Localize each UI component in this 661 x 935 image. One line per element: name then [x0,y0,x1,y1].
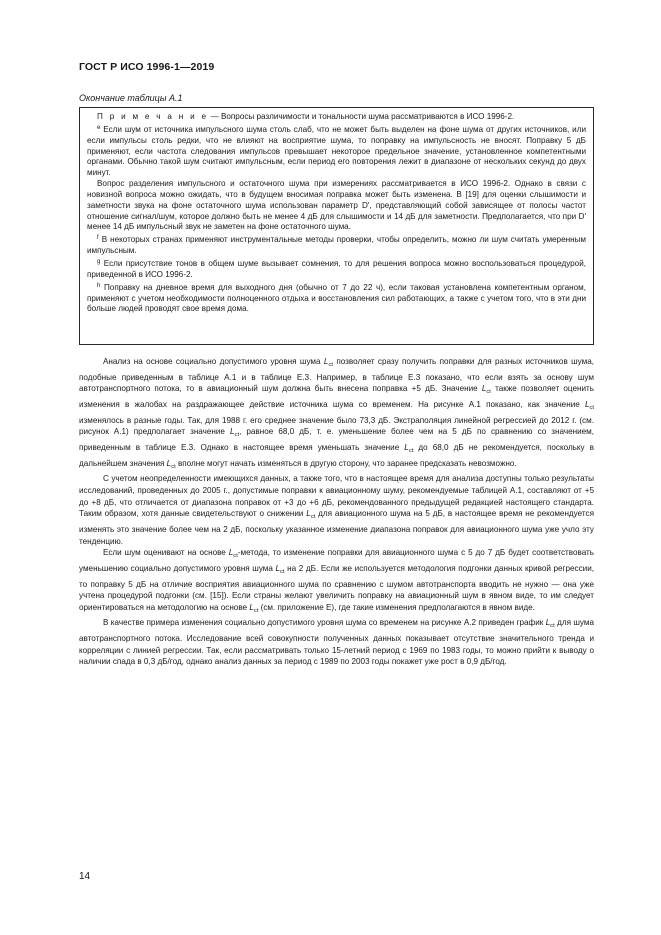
p2-text-b: для авиационного шума на 5 дБ, в настоящее время не рекомендуется изменять это значение более чем на 2 дБ, поскольку указанное изменение диапазона поправок для авиационного шума уже учло эту тенденцию. [79,509,594,546]
footnote-f-mark: f [97,235,99,242]
lct-symbol: $L_{ct}$ [404,442,414,454]
p4-text-a: В качестве примера изменения социально допустимого уровня шума со временем на рисунке А.2 приведен график [103,618,546,628]
body-text [79,356,594,668]
footnote-f [87,233,586,257]
lct-symbol: $L_{ct}$ [323,357,333,368]
p1-text-b: позволяет сразу получить поправки для разных источников шума, подобные приведенным в таблице А.1 и в таблице Е.3. Например, в таблице Е.3 показано, что если взять за основу шум автотранспортного потока, то в авиационный шум должна быть внесена поправка +5 дБ. Значение [79,357,594,394]
p1-text-f: до 68,0 дБ не рекомендуется, поскольку в дальнейшем значения [79,442,595,468]
footnote-h-mark: h [97,282,101,289]
note-residual-noise: Вопрос разделения импульсного и остаточного шума при измерениях рассматривается в ИСО 1996-2. Однако в связи с новизной вопроса можно ожидать, что в будущем вносимая поправка может быть изменена. В [19] для оценки слышимости и заметности звука на фоне остаточного шума использован параметр D', представляющий собой зависящее от полосы частот отношение сигнал/шум, которое должно быть не менее 4 дБ для слышимости и 14 дБ для заметности. Предполагается, что при D' менее 14 дБ импульсный звук не заметен на фоне остаточного шума. [87,179,586,232]
p2-text-a: С учетом неопределенности имеющихся данных, а также того, что в настоящее время для анализа доступны только результаты исследований, проведенных до 2005 г., допустимые поправки к авиационному шуму, рекомендуемые таблицей А.1, составляют от +5 до +8 дБ, что отличается от диапазона поправок от +3 до +6 дБ, рекомендованного предыдущей редакцией настоящего стандарта. Таким образом, хотя данные свидетельствуют о снижении [79,474,594,519]
note-intro [87,112,586,123]
paragraph-3 [79,547,594,617]
paragraph-4 [79,617,594,668]
lct-symbol: $L_{ct}$ [584,399,594,411]
paragraph-2 [79,473,594,547]
footnote-f-text: В некоторых странах применяют инструментальные методы проверки, чтобы определить, можно ли шум считать умеренным импульсным. [87,235,586,256]
lct-symbol: $L_{ct}$ [481,384,491,396]
p1-text-c: также позволяет оценить изменения в жалобах на раздражающее действие источника шума со временем. На рисунке А.1 показано, как значение [79,384,594,409]
p3-text-d: (см. приложение Е), где такие изменения предполагаются в явном виде. [258,602,535,612]
standard-header: ГОСТ Р ИСО 1996-1—2019 [79,61,215,73]
footnote-g [87,257,586,281]
footnote-e [87,123,586,179]
p1-text-e: , равное 68,0 дБ, т. е. уменьшение более чем на 5 дБ по сравнению со значением, приведенным в таблице Е.3. Однако в настоящее время уменьшать значение [79,427,595,452]
table-notes-box [79,107,594,345]
lct-symbol: $L_{ct}$ [230,427,240,439]
note-label: П р и м е ч а н и е [97,112,209,121]
page-number: 14 [79,871,91,882]
lct-symbol: $L_{ct}$ [166,458,176,470]
p3-text-c: на 2 дБ. Если же используется методология подгонки данных кривой регрессии, то поправку 5 дБ на отличие восприятия авиационного шума по сравнению с шумом автотранспорта вводить не нужно — она уже учтена процедурой подгонки (см. [15]). Если страны желают увеличить поправку на авиационный шум в явном виде, то им следует ориентироваться на методологию на основе [79,563,594,612]
footnote-e-mark: e [97,124,101,131]
footnote-g-mark: g [97,258,101,265]
p4-text-b: для шума автотранспортного потока. Исследование всей совокупности полученных данных показывает отсутствие значительного тренда и корреляции с линией регрессии. Так, если рассматривать только 15-летний период с 1969 по 1983 годы, то можно прийти к выводу о наличии спада в 0,3 дБ/год, однако анализ данных за период с 1989 по 2003 годы покажет уже рост в 0,9 дБ/год. [79,618,594,667]
p1-text-g: вполне могут начать изменяться в другую сторону, что заранее предсказать невозможно. [175,458,517,468]
footnote-h [87,281,586,316]
lct-symbol: $L_{ct}$ [228,548,238,560]
p3-text-a: Если шум оценивают на основе [103,548,229,558]
lct-symbol: $L_{ct}$ [545,618,555,630]
p1-text-a: Анализ на основе социально допустимого уровня шума [103,357,324,366]
p3-text-b: -метода, то изменение поправки для авиационного шума с 5 до 7 дБ будет соответствовать уменьшению социально допустимого уровня шума [79,548,595,573]
lct-symbol: $L_{ct}$ [306,509,316,521]
footnote-g-text: Если присутствие тонов в общем шуме вызывает сомнения, то для решения вопроса можно воспользоваться процедурой, приведенной в ИСО 1996-2. [87,258,586,279]
p1-text-d: изменялось в разные годы. Так, для 1988 г. его среднее значение было 73,3 дБ. Экстраполяция линейной регрессией до 2012 г. (см. рисунок А.1) предполагает значение [79,415,594,437]
lct-symbol: $L_{ct}$ [249,602,259,614]
note-intro-text: — Вопросы различимости и тональности шума рассматриваются в ИСО 1996-2. [208,112,515,121]
footnote-h-text: Поправку на дневное время для выходного дня (обычно от 7 до 22 ч), если таковая установлена компетентным органом, применяют с учетом необходимости полноценного отдыха и восстановления сил работающих, а также с учетом того, что в эти дни больше людей проводят свое время дома. [87,282,586,314]
table-caption: Окончание таблицы А.1 [79,93,183,103]
lct-symbol: $L_{ct}$ [275,563,285,575]
footnote-e-text: Если шум от источника импульсного шума столь слаб, что не может быть выделен на фоне шума от других источников, или если импульсы столь редки, что не влияют на восприятие шума, то поправку на импульсность не вносят. Поправку 5 дБ применяют, если частота следования импульсов превышает некоторое предельное значение, установленное компетентными органами. Обычно такой шум считают импульсным, если период его повторения лежит в диапазоне от нескольких секунд до двух минут. [87,124,586,178]
paragraph-1 [79,356,594,473]
